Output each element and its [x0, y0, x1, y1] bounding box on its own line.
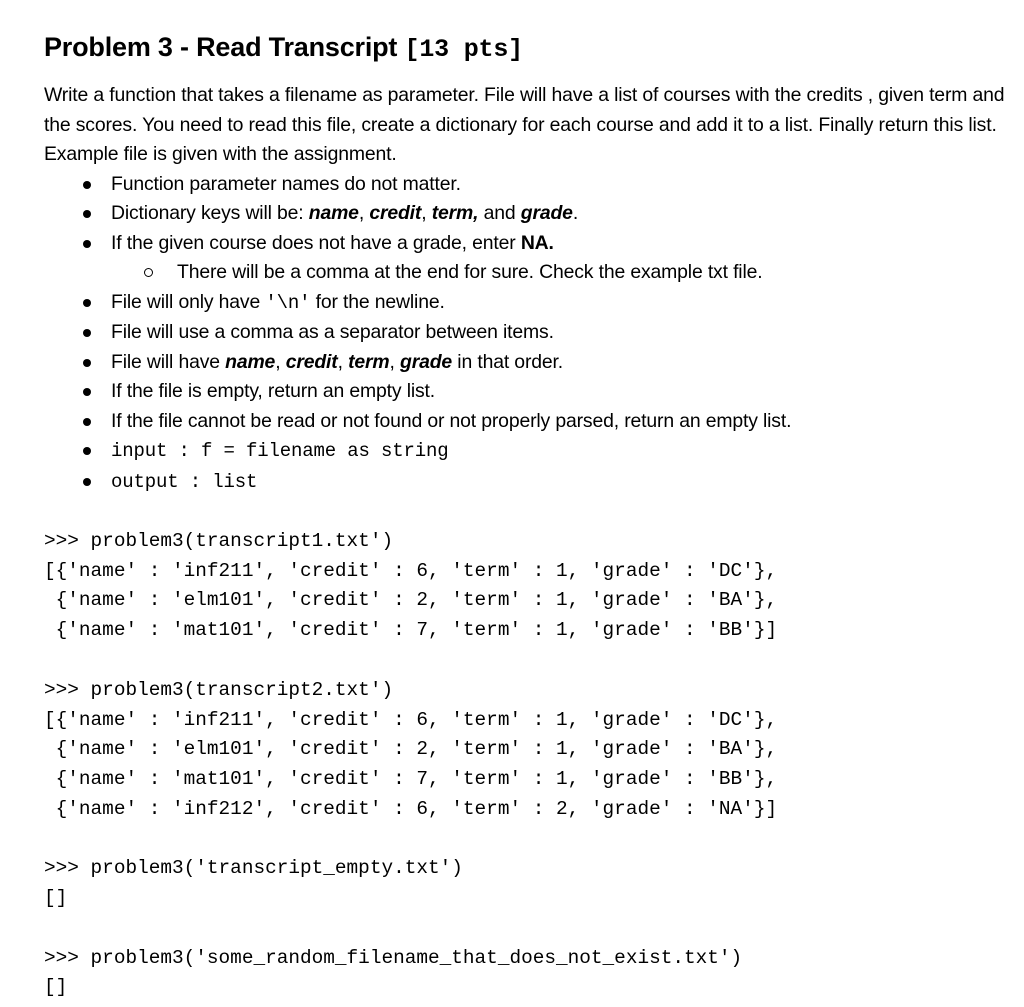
requirements-list [44, 170, 1014, 498]
requirement-text: Function parameter names do not matter. [111, 172, 461, 195]
example-result-line: [{'name' : 'inf211', 'credit' : 6, 'term' : 1, 'grade' : 'DC'}, [44, 708, 778, 731]
newline-code: '\n' [265, 291, 311, 314]
requirement-text: If the file cannot be read or not found or not properly parsed, return an empty list. [111, 409, 792, 432]
separator: , [337, 350, 349, 373]
example-result-line: [{'name' : 'inf211', 'credit' : 6, 'term' : 1, 'grade' : 'DC'}, [44, 559, 778, 582]
requirement-item-3 [44, 229, 1014, 259]
bullet-dot-icon [83, 418, 91, 426]
example-block-4 [44, 944, 1014, 1003]
example-block-1 [44, 527, 1014, 646]
separator: , [275, 350, 286, 373]
input-spec: input : f = filename as string [111, 440, 449, 462]
key-grade: grade [520, 202, 573, 224]
bullet-dot-icon [83, 181, 91, 189]
requirement-text: File will use a comma as a separator between items. [111, 321, 554, 343]
requirement-item-6 [44, 348, 1014, 378]
example-block-3 [44, 854, 1014, 913]
separator: and [478, 202, 521, 224]
bullet-dot-icon [83, 329, 91, 337]
requirement-text: If the given course does not have a grade, enter [111, 231, 521, 254]
key-term: term [348, 350, 390, 373]
requirement-subtext: There will be a comma at the end for sure. Check the example txt file. [177, 261, 763, 283]
requirement-text: Dictionary keys will be: [111, 202, 309, 224]
bullet-dot-icon [83, 210, 91, 218]
requirement-item-input [44, 436, 1014, 467]
requirement-item-5 [44, 318, 1014, 348]
example-result-line: {'name' : 'mat101', 'credit' : 7, 'term' : 1, 'grade' : 'BB'}] [44, 619, 778, 642]
key-name: name [225, 350, 276, 373]
key-grade: grade [400, 350, 453, 373]
requirement-item-2 [44, 199, 1014, 229]
requirement-text-end: for the newline. [310, 290, 445, 313]
na-value: NA. [520, 231, 554, 254]
bullet-dot-icon [83, 240, 91, 248]
example-result-line: {'name' : 'elm101', 'credit' : 2, 'term' : 1, 'grade' : 'BA'}, [44, 738, 778, 761]
example-call: >>> problem3('some_random_filename_that_does_not_exist.txt') [44, 946, 743, 969]
bullet-circle-icon [144, 268, 153, 277]
example-block-2 [44, 676, 1014, 825]
separator: , [389, 350, 400, 373]
requirement-item-output [44, 467, 1014, 498]
bullet-dot-icon [83, 478, 91, 486]
requirement-text-end: in that order. [452, 350, 563, 373]
example-result-line: [] [44, 887, 68, 910]
output-spec: output : list [111, 470, 258, 493]
bullet-dot-icon [83, 359, 91, 367]
requirement-item-7 [44, 377, 1014, 407]
bullet-dot-icon [83, 447, 91, 455]
separator: , [421, 202, 432, 224]
example-call: >>> problem3('transcript_empty.txt') [44, 857, 463, 880]
example-result-line: [] [44, 976, 68, 999]
requirement-subitem [44, 258, 1014, 288]
document-page [44, 22, 1014, 1003]
key-term: term, [431, 202, 479, 224]
requirement-text: File will only have [111, 290, 266, 313]
example-call: >>> problem3(transcript1.txt') [44, 530, 394, 552]
requirement-item-8 [44, 407, 1014, 437]
requirement-text: If the file is empty, return an empty list. [111, 380, 436, 402]
example-call: >>> problem3(transcript2.txt') [44, 678, 394, 701]
sentence-end: . [572, 202, 579, 224]
example-result-line: {'name' : 'inf212', 'credit' : 6, 'term' : 2, 'grade' : 'NA'}] [44, 797, 778, 820]
key-credit: credit [369, 202, 422, 224]
key-credit: credit [285, 350, 338, 373]
example-result-line: {'name' : 'mat101', 'credit' : 7, 'term' : 1, 'grade' : 'BB'}, [44, 767, 778, 790]
separator: , [358, 202, 370, 224]
example-result-line: {'name' : 'elm101', 'credit' : 2, 'term' : 1, 'grade' : 'BA'}, [44, 589, 778, 612]
problem-description: Write a function that takes a filename as parameter. File will have a list of courses with the credits , given term and the scores. You need to read this file, create a dictionary for each course and add it to a list. Finally return this list. Example file is given with the assignment. [44, 84, 1005, 165]
bullet-dot-icon [83, 388, 91, 396]
key-name: name [308, 202, 359, 224]
requirement-item-1 [44, 170, 1014, 200]
requirement-text: File will have [111, 350, 226, 373]
problem-title [44, 22, 1014, 75]
bullet-dot-icon [83, 299, 91, 307]
requirement-item-4 [44, 288, 1014, 319]
problem-title-text: Problem 3 - Read Transcript [44, 32, 405, 62]
problem-points: [13 pts] [404, 35, 523, 64]
